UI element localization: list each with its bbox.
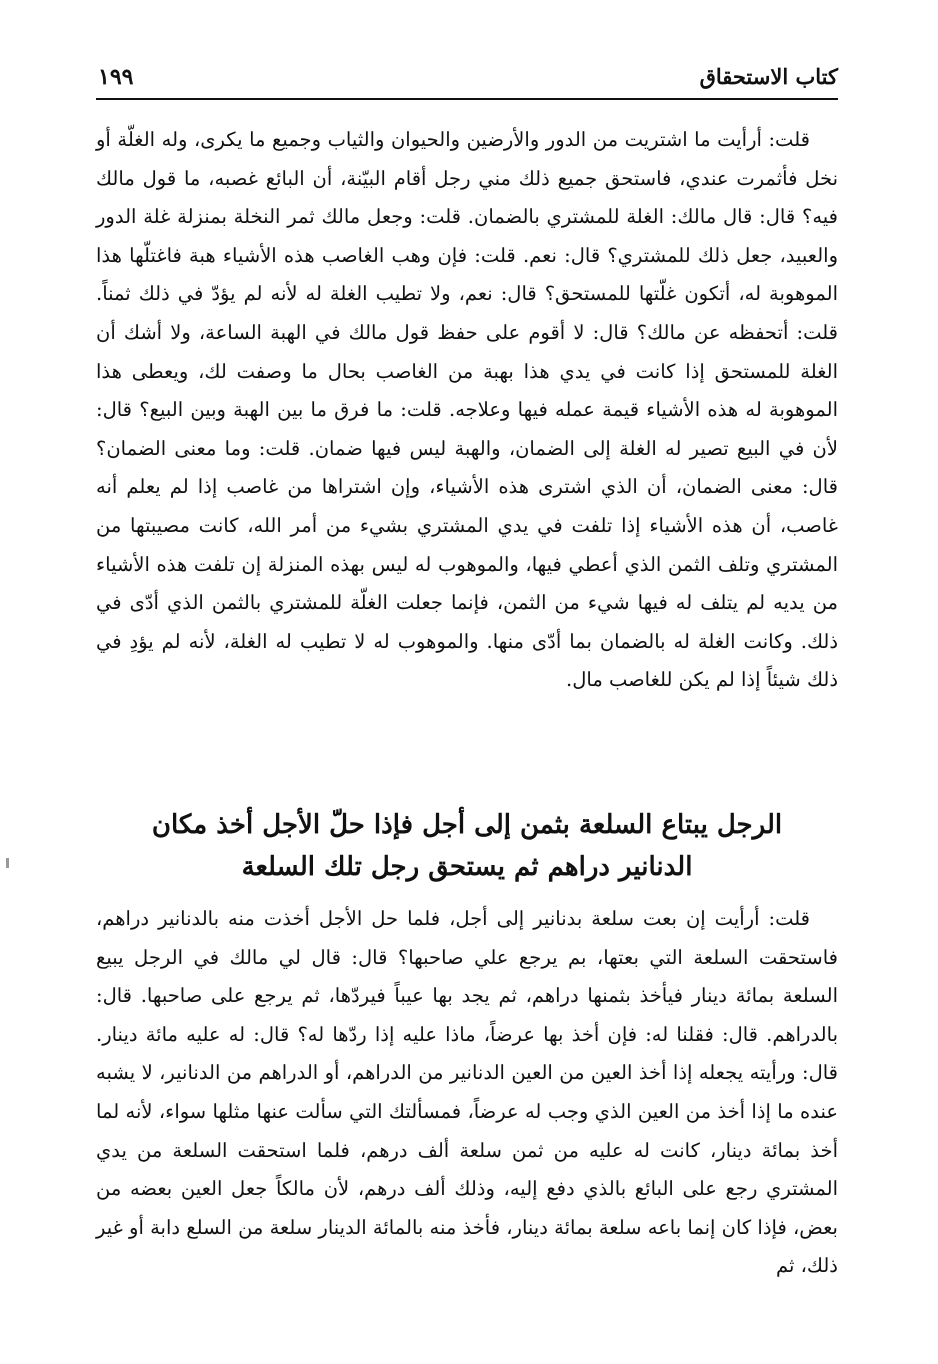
page-number: ١٩٩ xyxy=(98,64,134,90)
running-title: كتاب الاستحقاق xyxy=(699,64,838,89)
section-2-text xyxy=(96,900,838,1286)
section-1-text xyxy=(96,121,838,700)
paragraph: قلت: أرأيت إن بعت سلعة بدنانير إلى أجل، فلما حل الأجل أخذت منه بالدنانير دراهم، فاستحقت السلعة التي بعتها، بم يرجع علي صاحبها؟ قال: قال لي مالك في الرجل يبيع السلعة بمائة دينار فيأخذ بثمنها دراهم، ثم يجد بها عيباً فيردّها، ثم يرجع على صاحبها. قال: بالدراهم. قال: فقلنا له: فإن أخذ بها عرضاً، ماذا عليه إذا ردّها له؟ قال: له عليه مائة دينار. قال: ورأيته يجعله إذا أخذ العين من العين الدنانير من الدراهم، أو الدراهم من الدنانير، لا يشبه عنده ما إذا أخذ من العين الذي وجب له عرضاً، فمسألتك التي سألت عنها مثلها سواء، لأنه لما أخذ بمائة دينار، كانت له عليه من ثمن سلعة ألف درهم، فلما استحقت السلعة من يدي المشتري رجع على البائع بالذي دفع إليه، وذلك ألف درهم، لأن مالكاً جعل العين بعضه من بعض، فإذا كان إنما باعه سلعة بمائة دينار، فأخذ منه بالمائة الدينار سلعة من السلع دابة أو غير ذلك، ثم xyxy=(96,907,838,1278)
scan-margin-mark xyxy=(6,858,9,868)
page-header xyxy=(96,62,838,96)
section-heading xyxy=(96,804,838,888)
header-rule xyxy=(96,98,838,100)
paragraph: قلت: أرأيت ما اشتريت من الدور والأرضين والحيوان والثياب وجميع ما يكرى، وله الغلّة أو نخل فأثمرت عندي، فاستحق جميع ذلك مني رجل أقام البيّنة، أن البائع غصبه، ما قول مالك فيه؟ قال: قال مالك: الغلة للمشتري بالضمان. قلت: وجعل مالك ثمر النخلة بمنزلة غلة الدور والعبيد، جعل ذلك للمشتري؟ قال: نعم. قلت: فإن وهب الغاصب هذه الأشياء هبة فاغتلّها هذا الموهوبة له، أتكون غلّتها للمستحق؟ قال: نعم، ولا تطيب الغلة له لأنه لم يؤدّ في ذلك ثمناً. قلت: أتحفظه عن مالك؟ قال: لا أقوم على حفظ قول مالك في الهبة الساعة، ولا أشك أن الغلة للمستحق إذا كانت في يدي هذا بهبة من الغاصب بحال ما وصفت لك، ويعطى هذا الموهوبة له هذه الأشياء قيمة عمله فيها وعلاجه. قلت: ما فرق ما بين الهبة وبين البيع؟ قال: لأن في البيع تصير له الغلة إلى الضمان، والهبة ليس فيها ضمان. قلت: وما معنى الضمان؟ قال: معنى الضمان، أن الذي اشترى هذه الأشياء، وإن اشتراها من غاصب إذا لم يعلم أنه غاصب، أن هذه الأشياء إذا تلفت في يدي المشتري بشيء من أمر الله، كانت مصيبتها من المشتري وتلف الثمن الذي أعطي فيها، والموهوب له ليس بهذه المنزلة إن تلفت هذه الأشياء من يديه لم يتلف له فيها شيء من الثمن، فإنما جعلت الغلّة للمشتري بالثمن الذي أدّى في ذلك. وكانت الغلة له بالضمان بما أدّى منها. والموهوب له لا تطيب له الغلة، لأنه لم يؤدِ في ذلك شيئاً إذا لم يكن للغاصب مال. xyxy=(96,128,838,692)
heading-line-1: الرجل يبتاع السلعة بثمن إلى أجل فإذا حلّ الأجل أخذ مكان xyxy=(151,810,783,840)
heading-line-2: الدنانير دراهم ثم يستحق رجل تلك السلعة xyxy=(241,852,693,882)
